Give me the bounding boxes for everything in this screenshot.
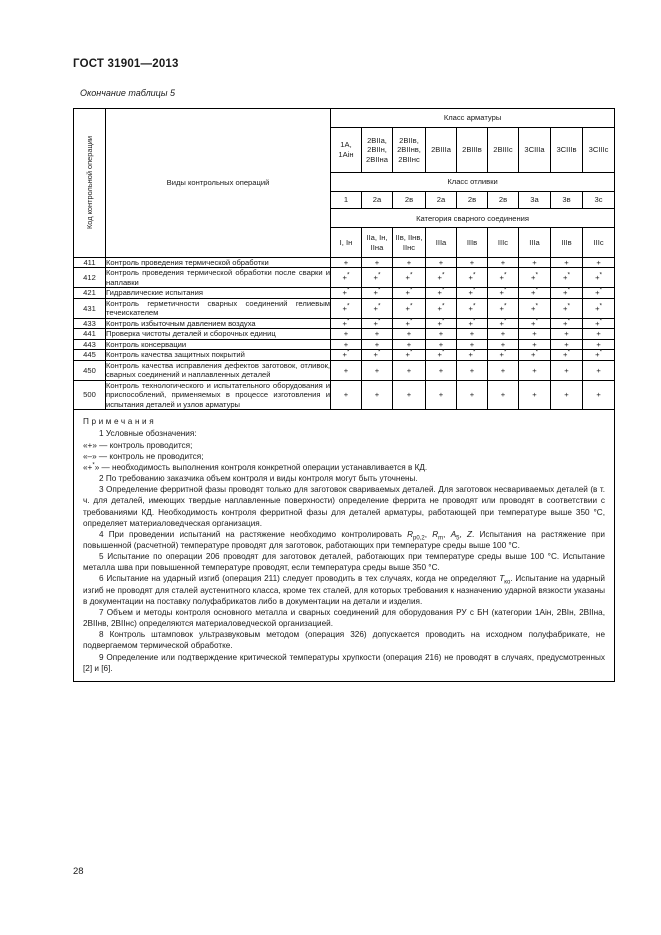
control-mark: + [457,380,488,409]
operation-name: Гидравлические испытания [106,288,331,298]
control-mark: + [457,329,488,339]
control-mark: +* [457,288,488,298]
control-mark: + [393,329,426,339]
control-mark: + [426,258,457,268]
control-mark: +* [331,350,362,360]
note-item: 4 При проведении испытаний на растяжение необходимо контролировать $R_{p0,2}$, $R_m$, $A_5$, Z. Испытания на растяжение при повышенной (расчетной) температуре проводят для заготовок, работающих при температуре среды выше 100 °С. [83,529,605,550]
code-column-header [74,109,106,258]
control-mark: +* [426,288,457,298]
control-mark: +* [488,350,519,360]
control-mark: + [583,258,615,268]
control-mark: +* [457,318,488,328]
control-mark: + [519,339,551,349]
operation-name: Контроль герметичности сварных соединений гелиевым течеискателем [106,298,330,318]
control-mark: +* [426,298,457,318]
control-mark: + [393,380,426,409]
operation-name: Контроль проведения термической обработки [106,258,331,268]
note-item: 6 Испытание на ударный изгиб (операция 211) следует проводить в тех случаях, когда не определяют $T_{ко}$. Испытание на ударный изгиб не проводят для сталей аустенитного класса, кроме тех сталей, для которых требования к назначению ударной вязкости указаны в документации на поставку полуфабрикатов либо в документации на детали и изделия. [83,574,605,606]
control-mark: +* [457,268,488,288]
casting-class-header: Класс отливки [331,173,615,192]
control-mark: + [519,380,551,409]
table-row [74,339,615,349]
control-mark: + [519,360,551,380]
casting-class-cell: 2в [457,191,488,209]
casting-class-cell: 2а [362,191,393,209]
operation-code: 443 [74,339,106,349]
operation-name: Контроль технологического и испытательного оборудования и приспособлений, применяемых в процессе изготовления и испытания деталей и узлов арматуры [106,380,330,409]
control-operations-table [73,108,615,410]
control-mark: +* [551,350,583,360]
operation-code: 500 [74,380,106,409]
control-mark: + [331,360,362,380]
note-item: 3 Определение ферритной фазы проводят только для заготовок свариваемых деталей. Для заготовок несвариваемых деталей (в т. ч. для деталей, имеющих твердые наплавленные поверхности) определение феррита не проводят или проводят в соответствии с требованиями КД. Необходимость контроля ферритной фазы для деталей арматуры, работающей при температуре выше 350 °С, определяет материаловедческая организация. [83,485,605,528]
control-mark: + [362,258,393,268]
control-mark: +* [488,298,519,318]
control-mark: +* [362,268,393,288]
control-mark: + [583,380,615,409]
control-mark: +* [457,298,488,318]
control-mark: + [393,339,426,349]
control-mark: + [362,329,393,339]
control-mark: +* [583,288,615,298]
control-mark: + [331,339,362,349]
note-item: 1 Условные обозначения: [99,429,197,439]
operation-name: Контроль избыточным давлением воздуха [106,318,331,328]
note-item: 7 Объем и методы контроля основного металла и сварных соединений для оборудования РУ с БН (категории 1Aiн, 2BIн, 2BIIна, 2BIIнв, 2BIIнс) определяются материаловедческой организацией. [83,607,605,629]
control-mark: + [519,329,551,339]
control-mark: +* [362,350,393,360]
control-mark: + [331,258,362,268]
table-row [74,318,615,328]
control-mark: +* [393,350,426,360]
armature-class-cell: 3CIIIс [583,127,615,172]
table-row [74,298,615,318]
weld-category-cell: IIа, Iн, IIна [362,228,393,258]
standard-header: ГОСТ 31901—2013 [73,58,179,70]
table-row [74,288,615,298]
table-row [74,380,615,409]
control-mark: + [362,360,393,380]
control-mark: +* [488,268,519,288]
notes-block [73,410,615,682]
table-row [74,350,615,360]
page-number: 28 [73,866,84,877]
operation-code: 421 [74,288,106,298]
weld-category-cell: I, Iн [331,228,362,258]
note-item: «+*» — необходимость выполнения контроля конкретной операции устанавливается в КД. [83,462,428,472]
weld-category-cell: IIIс [488,228,519,258]
note-item: 5 Испытание по операции 206 проводят для заготовок деталей, работающих при температуре среды выше 100 °С. Испытание металла шва при повышенной температуре проводят, если температура среды выше 350 °С. [83,552,605,573]
weld-category-cell: IIIа [519,228,551,258]
control-mark: + [393,360,426,380]
control-mark: + [551,329,583,339]
weld-category-cell: IIIс [583,228,615,258]
control-mark: +* [393,268,426,288]
control-mark: + [362,380,393,409]
control-mark: + [426,380,457,409]
operation-code: 445 [74,350,106,360]
weld-category-cell: IIв, IIнв, IIнс [393,228,426,258]
control-mark: + [488,258,519,268]
control-mark: +* [488,318,519,328]
weld-category-cell: IIIа [426,228,457,258]
armature-class-cell: 2BIIIа [426,127,457,172]
control-mark: +* [583,298,615,318]
weld-category-cell: IIIв [551,228,583,258]
control-mark: + [488,360,519,380]
table-row [74,329,615,339]
control-mark: + [488,339,519,349]
armature-class-cell: 2BIIа, 2BIIн, 2BIIна [362,127,393,172]
operation-code: 433 [74,318,106,328]
table-body [74,258,615,410]
control-mark: +* [331,298,362,318]
control-mark: +* [583,350,615,360]
operation-code: 411 [74,258,106,268]
control-mark: + [426,339,457,349]
control-mark: +* [426,318,457,328]
control-mark: +* [583,268,615,288]
table-row [74,258,615,268]
operation-code: 441 [74,329,106,339]
operation-name: Контроль проведения термической обработки после сварки и наплавки [106,268,330,287]
control-mark: + [362,339,393,349]
control-mark: + [551,380,583,409]
operation-code: 412 [74,268,106,288]
notes-list [83,428,605,673]
operation-code: 431 [74,298,106,318]
table-caption: Окончание таблицы 5 [80,88,175,98]
table-header [74,109,615,258]
control-mark: +* [551,268,583,288]
control-mark: +* [393,298,426,318]
armature-class-cell: 2BIIв, 2BIIнв, 2BIIнс [393,127,426,172]
control-mark: + [583,329,615,339]
control-mark: +* [331,288,362,298]
control-mark: + [551,339,583,349]
operation-code: 450 [74,360,106,380]
control-mark: +* [331,318,362,328]
control-mark: +* [426,350,457,360]
weld-category-header: Категория сварного соединения [331,209,615,228]
control-mark: +* [393,288,426,298]
control-mark: + [457,360,488,380]
casting-class-cell: 2в [393,191,426,209]
control-mark: + [488,329,519,339]
control-mark: +* [551,288,583,298]
control-mark: +* [519,318,551,328]
control-mark: +* [583,318,615,328]
table-5-continuation [73,108,615,682]
casting-class-cell: 3в [551,191,583,209]
armature-class-cell: 3CIIIа [519,127,551,172]
armature-class-cell: 2BIIIс [488,127,519,172]
control-mark: +* [362,288,393,298]
control-mark: +* [551,298,583,318]
notes-title: Примечания [83,417,157,427]
armature-class-cell: 1A, 1Aiн [331,127,362,172]
note-item: 9 Определение или подтверждение критической температуры хрупкости (операция 216) не проводят в случаях, предусмотренных [2] и [6]. [83,652,605,673]
control-mark: + [583,339,615,349]
casting-class-cell: 1 [331,191,362,209]
control-mark: +* [551,318,583,328]
control-mark: +* [519,268,551,288]
casting-class-cell: 2в [488,191,519,209]
armature-class-cell: 3CIIIв [551,127,583,172]
note-item: 2 По требованию заказчика объем контроля и виды контроля могут быть уточнены. [99,474,418,484]
control-mark: + [426,360,457,380]
table-row [74,360,615,380]
note-item: «+» — контроль проводится; [83,440,193,450]
casting-class-cell: 2а [426,191,457,209]
control-mark: + [331,329,362,339]
armature-class-header: Класс арматуры [331,109,615,128]
control-mark: +* [519,298,551,318]
casting-class-cell: 3а [519,191,551,209]
code-column-header-label: Код контрольной операции [84,136,94,230]
operation-name: Контроль консервации [106,339,331,349]
weld-category-cell: IIIв [457,228,488,258]
control-mark: +* [426,268,457,288]
control-mark: +* [457,350,488,360]
control-mark: + [551,258,583,268]
name-column-header [106,109,331,258]
control-mark: + [519,258,551,268]
control-mark: +* [519,288,551,298]
table-row [74,268,615,288]
control-mark: + [583,360,615,380]
control-mark: + [551,360,583,380]
control-mark: +* [488,288,519,298]
control-mark: + [331,380,362,409]
operation-name: Проверка чистоты деталей и сборочных единиц [106,329,331,339]
operation-name: Контроль качества исправления дефектов заготовок, отливок, сварных соединений и наплавленных деталей [106,360,330,380]
control-mark: +* [362,298,393,318]
name-column-header-label: Виды контрольных операций [166,178,270,188]
control-mark: + [488,380,519,409]
control-mark: +* [362,318,393,328]
control-mark: + [426,329,457,339]
control-mark: +* [519,350,551,360]
note-item: 8 Контроль штамповок ультразвуковым методом (операция 326) допускается проводить на исходном полуфабрикате, не подвергаемом термической обработке. [83,630,605,651]
control-mark: +* [393,318,426,328]
control-mark: + [457,339,488,349]
control-mark: + [393,258,426,268]
note-item: «–» — контроль не проводится; [83,451,204,461]
operation-name: Контроль качества защитных покрытий [106,350,331,360]
armature-class-cell: 2BIIIв [457,127,488,172]
control-mark: + [457,258,488,268]
casting-class-cell: 3с [583,191,615,209]
control-mark: +* [331,268,362,288]
